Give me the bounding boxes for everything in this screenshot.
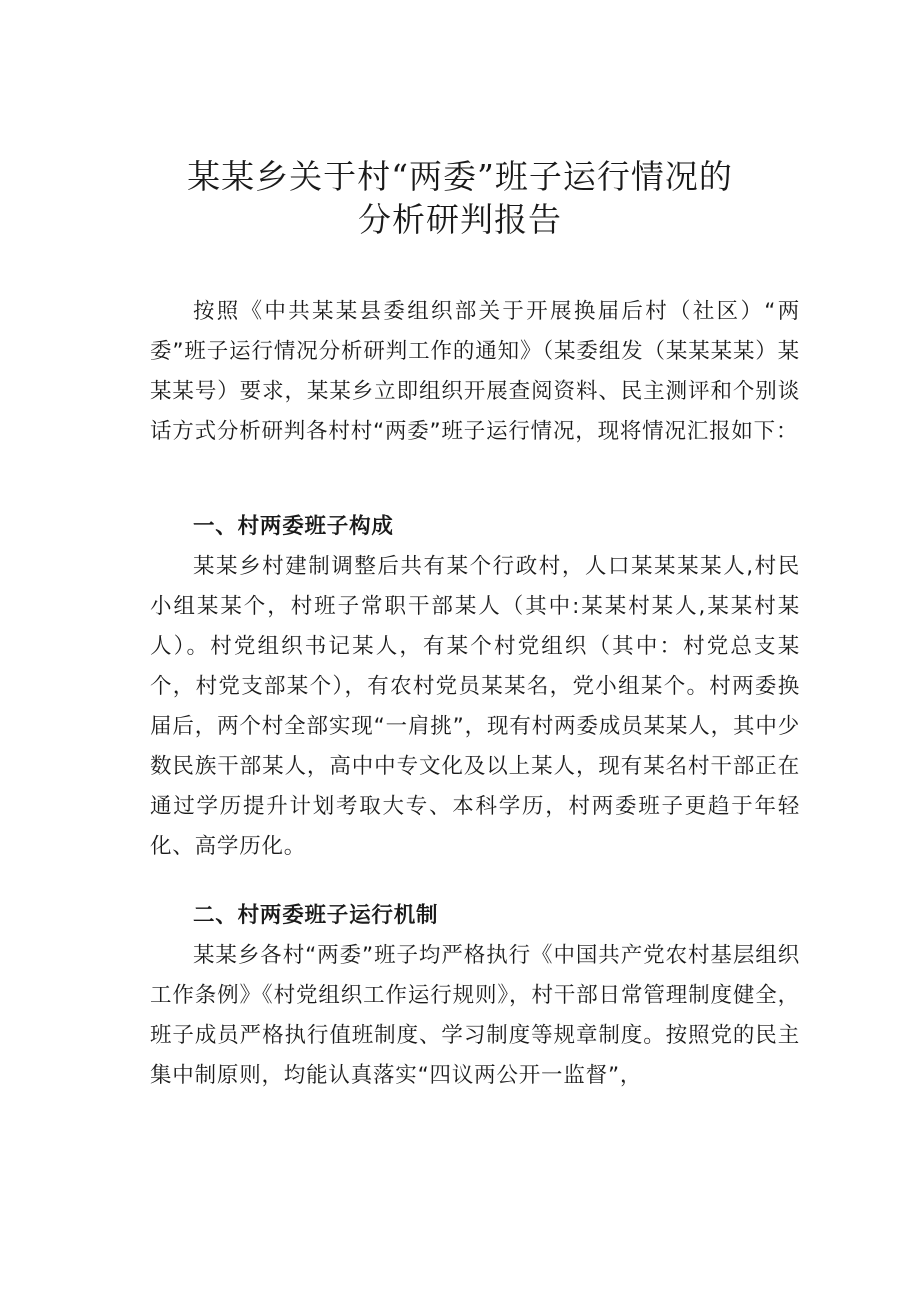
section-1-heading-block (150, 507, 800, 547)
section-1-body-block (150, 547, 800, 867)
section-2-heading: 二、村两委班子运行机制 (193, 903, 439, 928)
intro-paragraph: 按照《中共某某县委组织部关于开展换届后村（社区）“两委”班子运行情况分析研判工作的通知》（某委组发（某某某某）某某某号）要求，某某乡立即组织开展查阅资料、民主测评和个别谈话方式分析研判各村村“两委”班子运行情况，现将情况汇报如下： (150, 299, 800, 444)
document-title-line-2: 分析研判报告 (358, 200, 562, 239)
section-1-paragraph: 某某乡村建制调整后共有某个行政村，人口某某某某人,村民小组某某个，村班子常职干部某人（其中:某某村某人,某某村某人）。村党组织书记某人，有某个村党组织（其中：村党总支某个，村党支部某个），有农村党员某某名，党小组某个。村两委换届后，两个村全部实现“一肩挑”，现有村两委成员某某人，其中少数民族干部某人，高中中专文化及以上某人，现有某名村干部正在通过学历提升计划考取大专、本科学历，村两委班子更趋于年轻化、高学历化。 (150, 554, 800, 859)
section-2-body-block (150, 936, 800, 1096)
section-1-heading: 一、村两委班子构成 (193, 514, 394, 539)
document-title-line-1: 某某乡关于村“两委”班子运行情况的 (187, 157, 733, 196)
section-2-heading-block (150, 896, 800, 936)
section-2-paragraph: 某某乡各村“两委”班子均严格执行《中国共产党农村基层组织工作条例》《村党组织工作运行规则》，村干部日常管理制度健全，班子成员严格执行值班制度、学习制度等规章制度。按照党的民主集中制原则，均能认真落实“四议两公开一监督”， (150, 943, 800, 1088)
intro-paragraph-block (150, 292, 800, 452)
